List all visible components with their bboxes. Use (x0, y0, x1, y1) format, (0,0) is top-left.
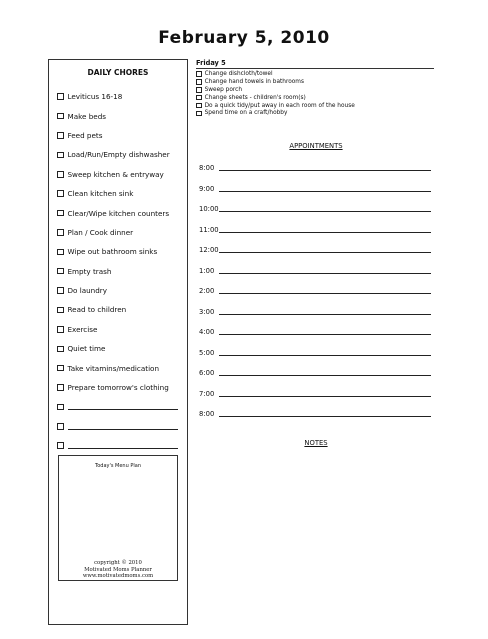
chore-label: Plan / Cook dinner (67, 227, 134, 237)
appointment-row[interactable] (199, 183, 431, 193)
task-label: Do a quick tidy/put away in each room of the house (204, 102, 355, 109)
checkbox-icon[interactable] (57, 152, 64, 159)
task-label: Sweep porch (204, 86, 243, 93)
checkbox-icon[interactable] (57, 384, 64, 391)
appointment-time: 5:00 (199, 348, 215, 357)
chore-item[interactable] (57, 87, 185, 106)
appointment-row[interactable] (199, 203, 431, 213)
checkbox-icon[interactable] (196, 87, 202, 93)
chore-label: Empty trash (67, 266, 112, 276)
appointment-line[interactable] (219, 191, 431, 192)
checkbox-icon[interactable] (57, 423, 64, 430)
chore-item[interactable] (57, 203, 185, 222)
appointment-time: 9:00 (199, 184, 215, 193)
appointment-time: 8:00 (199, 410, 215, 418)
copyright-line: www.motivatedmoms.com (82, 573, 154, 580)
page-title: February 5, 2010 (158, 28, 330, 48)
appointment-row[interactable] (199, 224, 431, 234)
checkbox-icon[interactable] (57, 404, 64, 411)
appointment-line[interactable] (219, 232, 431, 233)
appointment-row[interactable] (199, 326, 431, 336)
chore-label: Exercise (67, 324, 98, 334)
chore-item[interactable] (57, 223, 185, 242)
copyright-block (49, 560, 187, 580)
appointment-row[interactable] (199, 388, 431, 398)
appointment-row[interactable] (199, 408, 431, 418)
menu-plan-title: Today's Menu Plan (95, 463, 141, 469)
chore-item[interactable] (57, 300, 185, 319)
blank-chore-line[interactable] (68, 408, 178, 410)
checkbox-icon[interactable] (57, 210, 64, 217)
daily-chores-panel (48, 59, 188, 625)
appointment-row[interactable] (199, 244, 431, 254)
chore-item[interactable] (57, 320, 185, 339)
appointment-time: 4:00 (199, 328, 215, 336)
task-label: Change hand towels in bathrooms (204, 78, 304, 85)
checkbox-icon[interactable] (57, 346, 64, 353)
chore-label: Do laundry (67, 286, 107, 296)
appointment-line[interactable] (219, 375, 431, 376)
chore-label: Make beds (67, 111, 107, 121)
chore-item[interactable] (57, 358, 185, 377)
appointments-title: APPOINTMENTS (289, 142, 343, 150)
appointment-line[interactable] (219, 170, 431, 171)
chore-label: Wipe out bathroom sinks (67, 247, 158, 257)
appointment-row[interactable] (199, 162, 431, 172)
day-task[interactable] (196, 86, 436, 94)
appointment-line[interactable] (219, 252, 431, 253)
checkbox-icon[interactable] (57, 249, 64, 256)
appointment-row[interactable] (199, 306, 431, 316)
checkbox-icon[interactable] (57, 171, 64, 178)
appointment-line[interactable] (219, 396, 431, 397)
checkbox-icon[interactable] (196, 79, 202, 85)
appointment-time: 10:00 (199, 205, 219, 213)
appointment-line[interactable] (219, 416, 431, 417)
appointment-line[interactable] (219, 355, 431, 356)
chore-item[interactable] (57, 126, 185, 145)
chore-label: Prepare tomorrow's clothing (67, 383, 169, 393)
appointment-line[interactable] (219, 334, 431, 335)
chore-label: Clear/Wipe kitchen counters (67, 208, 170, 218)
blank-chore-item[interactable] (57, 417, 185, 436)
daily-chores-title: DAILY CHORES (87, 68, 149, 77)
appointment-time: 6:00 (199, 369, 215, 377)
chore-label: Clean kitchen sink (67, 189, 134, 199)
blank-chore-item[interactable] (57, 436, 185, 455)
chore-label: Quiet time (67, 344, 106, 354)
checkbox-icon[interactable] (57, 307, 64, 314)
checkbox-icon[interactable] (57, 365, 64, 372)
chore-label: Read to children (67, 305, 127, 315)
appointment-row[interactable] (199, 285, 431, 295)
day-task[interactable] (196, 70, 436, 78)
chore-label: Feed pets (67, 130, 103, 140)
chore-item[interactable] (57, 106, 185, 125)
chore-item[interactable] (57, 165, 185, 184)
task-label: Change dishcloth/towel (204, 70, 273, 77)
appointment-row[interactable] (199, 367, 431, 377)
day-panel (196, 59, 436, 447)
copyright-line: Motivated Moms Planner (84, 566, 152, 573)
chore-item[interactable] (57, 339, 185, 358)
notes-title: NOTES (304, 439, 328, 447)
appointment-time: 8:00 (199, 164, 215, 172)
checkbox-icon[interactable] (57, 268, 64, 275)
checkbox-icon[interactable] (196, 103, 202, 109)
appointment-line[interactable] (219, 314, 431, 315)
task-label: Spend time on a craft/hobby (204, 110, 288, 117)
checkbox-icon[interactable] (57, 229, 64, 236)
day-task[interactable] (196, 94, 436, 102)
checkbox-icon[interactable] (57, 442, 64, 449)
appointment-time: 2:00 (199, 287, 215, 295)
appointment-time: 3:00 (199, 307, 215, 316)
checkbox-icon[interactable] (196, 71, 202, 77)
chore-label: Load/Run/Empty dishwasher (67, 150, 170, 160)
appointment-time: 12:00 (199, 246, 219, 254)
chore-item[interactable] (57, 145, 185, 164)
day-task[interactable] (196, 78, 436, 86)
appointment-row[interactable] (199, 265, 431, 275)
day-task[interactable] (196, 109, 436, 117)
checkbox-icon[interactable] (57, 190, 64, 197)
chore-item[interactable] (57, 242, 185, 261)
appointment-time: 1:00 (199, 266, 215, 275)
appointment-line[interactable] (219, 211, 431, 212)
chore-item[interactable] (57, 281, 185, 300)
appointment-line[interactable] (219, 273, 431, 274)
appointment-line[interactable] (219, 293, 431, 294)
checkbox-icon[interactable] (196, 95, 202, 101)
day-task-list (196, 70, 436, 117)
chore-list (57, 87, 185, 455)
task-label: Change sheets - children's room(s) (204, 94, 306, 101)
checkbox-icon[interactable] (57, 326, 64, 333)
checkbox-icon[interactable] (57, 113, 64, 120)
appointment-row[interactable] (199, 347, 431, 357)
chore-label: Take vitamins/medication (67, 363, 160, 373)
blank-chore-line[interactable] (68, 447, 178, 449)
chore-item[interactable] (57, 378, 185, 397)
chore-item[interactable] (57, 262, 185, 281)
appointment-time: 11:00 (199, 225, 219, 234)
blank-chore-item[interactable] (57, 397, 185, 416)
chore-item[interactable] (57, 184, 185, 203)
chore-label: Sweep kitchen & entryway (67, 169, 164, 179)
checkbox-icon[interactable] (57, 93, 64, 100)
checkbox-icon[interactable] (57, 132, 64, 139)
appointment-time: 7:00 (199, 389, 215, 398)
chore-label: Leviticus 16-18 (67, 92, 123, 102)
day-task[interactable] (196, 102, 436, 110)
blank-chore-line[interactable] (68, 428, 178, 430)
day-header: Friday 5 (196, 59, 434, 69)
copyright-line: copyright © 2010 (94, 560, 142, 566)
checkbox-icon[interactable] (57, 287, 64, 294)
checkbox-icon[interactable] (196, 111, 202, 117)
